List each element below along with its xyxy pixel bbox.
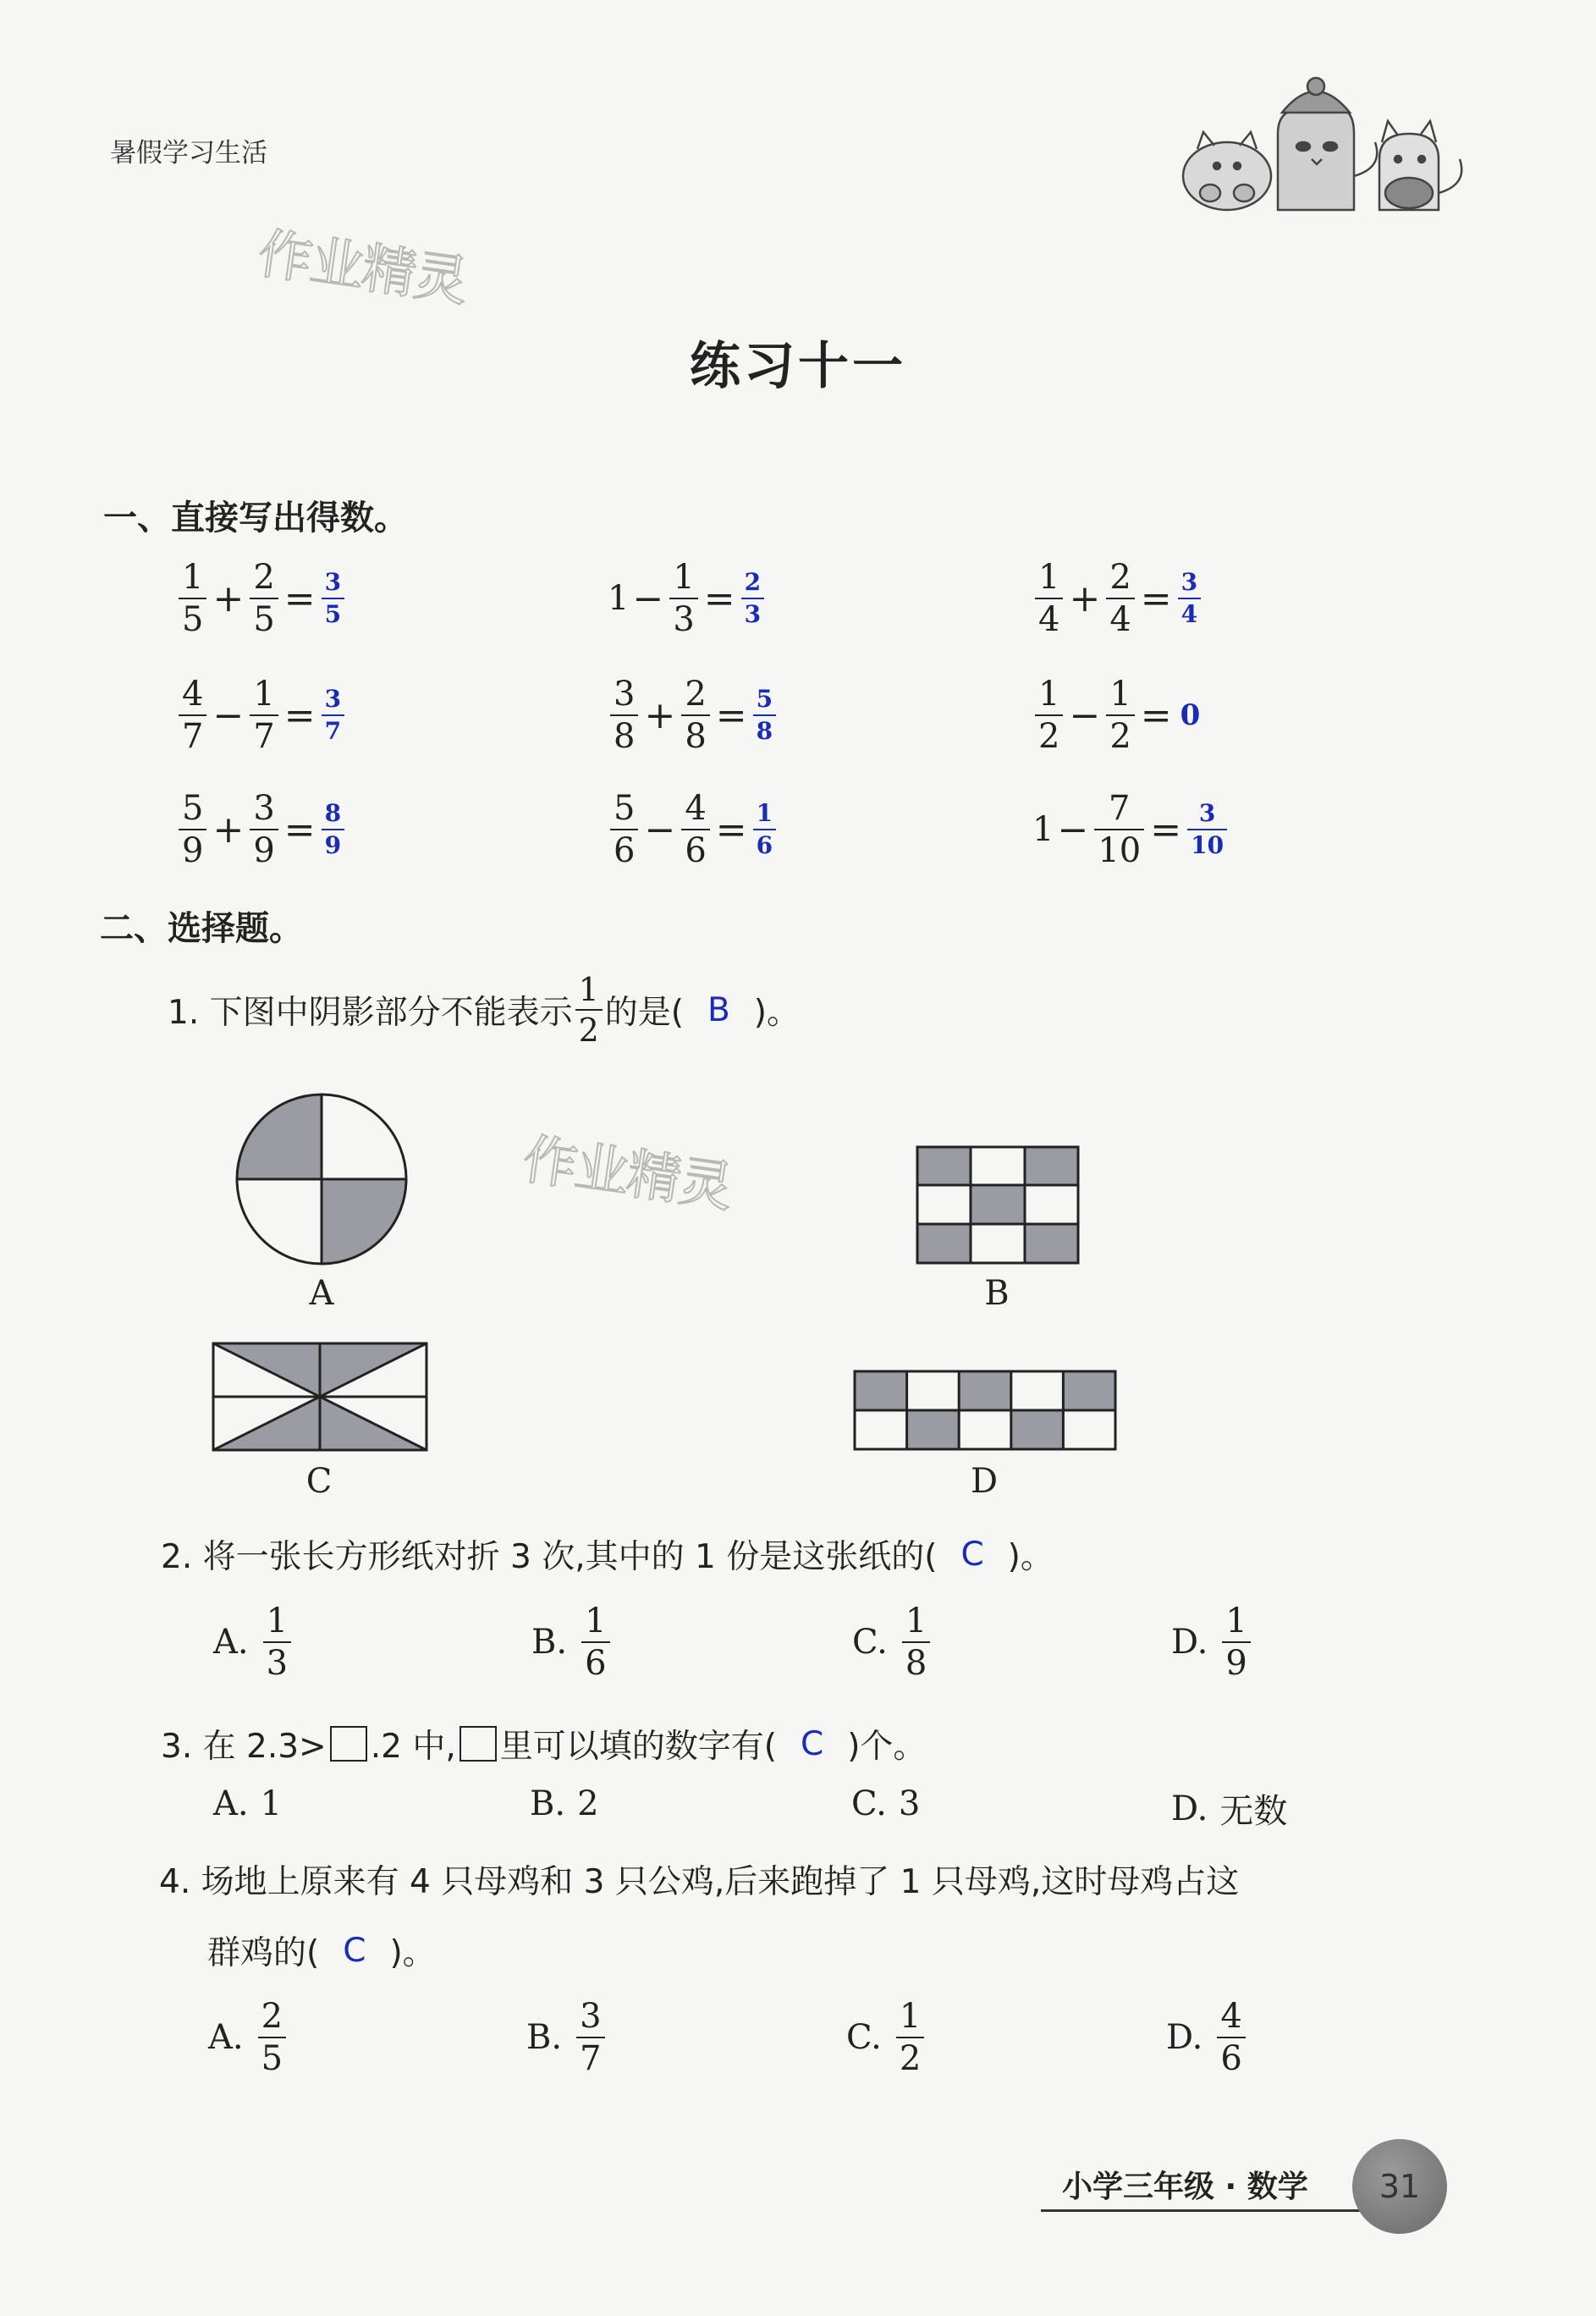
denominator: 7 <box>179 714 206 753</box>
figure-d-grid <box>853 1370 1117 1451</box>
answer <box>753 687 776 743</box>
q1-frac-numerator: 1 <box>578 971 599 1008</box>
answer-denominator: 10 <box>1187 829 1227 857</box>
answer-numerator: 5 <box>756 685 773 713</box>
q3-text-d: )个。 <box>847 1728 927 1766</box>
fraction <box>250 675 278 756</box>
answer-numerator: 3 <box>324 685 342 713</box>
fraction <box>681 675 709 756</box>
operator: − <box>1069 693 1101 737</box>
option-label: A. <box>208 2018 244 2057</box>
option-label: C. <box>852 1623 888 1662</box>
option-a <box>213 1784 282 1823</box>
figure-a-label: A <box>309 1274 334 1313</box>
numerator: 1 <box>673 558 695 597</box>
answer-numerator: 8 <box>324 799 342 827</box>
operator: = <box>1140 693 1172 737</box>
denominator: 6 <box>1217 2037 1245 2076</box>
numerator: 4 <box>182 675 204 714</box>
answer-numerator: 3 <box>1198 799 1216 827</box>
answer <box>741 568 764 628</box>
header-title: 暑假学习生活 <box>110 138 267 168</box>
footer-underline <box>1041 2209 1379 2212</box>
denominator: 2 <box>896 2037 924 2076</box>
option-d <box>1166 1999 1248 2076</box>
numerator: 3 <box>580 1997 602 2036</box>
denominator: 6 <box>681 829 709 868</box>
numerator: 2 <box>261 1997 283 2036</box>
option-label: D. <box>1171 1789 1208 1828</box>
operator: + <box>212 808 245 852</box>
q3-answer: C <box>800 1724 824 1763</box>
operator: = <box>715 693 747 737</box>
option-b <box>526 1999 608 2076</box>
fraction <box>179 560 206 637</box>
answer-numerator: 3 <box>1180 568 1198 596</box>
question-1 <box>168 971 800 1049</box>
blank-box <box>330 1726 367 1762</box>
option-d <box>1171 1602 1253 1683</box>
answer <box>1178 568 1201 628</box>
q1-frac-denominator: 2 <box>575 1009 603 1046</box>
operator: − <box>644 808 676 852</box>
option-d <box>1171 1784 1287 1833</box>
figure-b-grid <box>916 1145 1080 1265</box>
denominator: 4 <box>1106 598 1134 637</box>
figure-b-label: B <box>984 1274 1010 1313</box>
option-label: D. <box>1166 2018 1203 2057</box>
denominator: 7 <box>250 714 278 753</box>
numerator: 2 <box>253 558 275 597</box>
operator: = <box>283 576 316 620</box>
denominator: 6 <box>610 829 638 868</box>
numerator: 1 <box>1038 558 1060 597</box>
fraction <box>1094 791 1144 868</box>
option-label: C. <box>846 2018 882 2057</box>
q3-text-a: 3. 在 2.3> <box>161 1728 327 1766</box>
figure-c-rectangle <box>212 1342 428 1452</box>
fraction <box>1106 675 1134 756</box>
option-a <box>213 1602 294 1683</box>
numerator: 3 <box>614 675 636 714</box>
numerator: 2 <box>685 675 707 714</box>
numerator: 4 <box>1220 1997 1242 2036</box>
q1-fraction <box>575 971 603 1049</box>
numerator: 4 <box>685 789 707 828</box>
numerator: 7 <box>1109 789 1131 828</box>
numerator: 5 <box>182 789 204 828</box>
numerator: 2 <box>1109 558 1131 597</box>
integer: 1 <box>608 579 630 618</box>
option-value: 无数 <box>1219 1792 1288 1831</box>
figure-a-circle <box>233 1090 410 1268</box>
numerator: 1 <box>253 675 275 714</box>
operator: = <box>283 693 316 737</box>
option-fraction <box>902 1602 930 1683</box>
fraction <box>610 675 638 756</box>
fraction <box>1106 560 1134 637</box>
answer <box>322 687 344 743</box>
arithmetic-item <box>608 560 767 637</box>
numerator: 1 <box>1109 675 1131 714</box>
fraction <box>250 791 278 868</box>
answer <box>322 568 344 628</box>
fraction <box>610 791 638 868</box>
answer-denominator: 5 <box>322 598 344 626</box>
option-value: 3 <box>898 1784 921 1823</box>
answer-numerator: 3 <box>324 568 342 596</box>
operator: = <box>1140 576 1172 620</box>
answer-denominator: 7 <box>322 714 344 743</box>
option-value: 1 <box>260 1784 283 1823</box>
arithmetic-item <box>1032 791 1230 868</box>
q2-text-b: )。 <box>1007 1538 1054 1576</box>
numerator: 1 <box>905 1602 927 1640</box>
option-label: C. <box>851 1784 887 1823</box>
answer-denominator: 8 <box>753 714 776 743</box>
q4-text-b: )。 <box>389 1934 436 1972</box>
q2-text-a: 2. 将一张长方形纸对折 3 次,其中的 1 份是这张纸的( <box>161 1538 938 1576</box>
option-fraction <box>896 1999 924 2076</box>
option-label: B. <box>530 1784 566 1823</box>
option-label: A. <box>213 1784 249 1823</box>
denominator: 5 <box>258 2037 286 2076</box>
watermark-text: 作业精灵 <box>254 223 471 314</box>
operator: + <box>1069 576 1101 620</box>
answer <box>322 799 344 859</box>
option-label: B. <box>526 2018 563 2057</box>
answer-denominator: 3 <box>741 598 764 626</box>
denominator: 5 <box>179 598 206 637</box>
operator: − <box>632 576 664 620</box>
blank-box-2 <box>460 1726 497 1762</box>
arithmetic-item <box>1032 675 1201 756</box>
option-fraction <box>1217 1999 1245 2076</box>
denominator: 8 <box>681 714 709 753</box>
q1-answer: B <box>707 990 730 1029</box>
operator: = <box>1150 808 1182 852</box>
fraction <box>179 675 206 756</box>
arithmetic-item <box>608 791 779 868</box>
fraction <box>669 560 697 637</box>
option-b <box>531 1602 613 1683</box>
watermark-text-2: 作业精灵 <box>519 1128 736 1220</box>
operator: + <box>212 576 245 620</box>
operator: = <box>715 808 747 852</box>
operator: + <box>644 693 676 737</box>
answer-denominator: 6 <box>753 829 776 857</box>
denominator: 7 <box>576 2037 604 2076</box>
q4-text-a: 群鸡的( <box>207 1934 320 1972</box>
denominator: 9 <box>179 829 206 868</box>
operator: − <box>1057 808 1089 852</box>
denominator: 8 <box>902 1641 930 1680</box>
fraction <box>250 560 278 637</box>
answer-denominator: 4 <box>1178 598 1201 626</box>
footer-grade-subject: 小学三年级 · 数学 <box>1062 2170 1308 2204</box>
numerator: 5 <box>614 789 636 828</box>
option-label: D. <box>1171 1623 1208 1662</box>
answer: 0 <box>1180 698 1201 732</box>
arithmetic-item <box>1032 560 1203 637</box>
arithmetic-item <box>176 791 347 868</box>
option-label: B. <box>531 1623 568 1662</box>
cats-illustration <box>1176 74 1481 218</box>
denominator: 4 <box>1035 598 1063 637</box>
denominator: 5 <box>250 598 278 637</box>
operator: = <box>703 576 735 620</box>
numerator: 3 <box>253 789 275 828</box>
answer <box>753 799 776 859</box>
option-b <box>530 1784 599 1823</box>
option-fraction <box>263 1602 291 1683</box>
numerator: 1 <box>899 1997 922 2036</box>
numerator: 1 <box>182 558 204 597</box>
option-value: 2 <box>577 1784 599 1823</box>
q4-answer: C <box>343 1931 366 1970</box>
option-label: A. <box>213 1623 249 1662</box>
denominator: 3 <box>669 598 697 637</box>
arithmetic-item <box>176 675 347 756</box>
numerator: 1 <box>1225 1602 1247 1640</box>
option-c <box>851 1784 920 1823</box>
operator: = <box>283 808 316 852</box>
section2-heading: 二、选择题。 <box>100 909 303 948</box>
answer-numerator: 2 <box>744 568 762 596</box>
denominator: 6 <box>581 1641 609 1680</box>
denominator: 8 <box>610 714 638 753</box>
numerator: 1 <box>1038 675 1060 714</box>
fraction <box>681 791 709 868</box>
option-fraction <box>581 1602 609 1683</box>
q1-prefix: 1. 下图中阴影部分不能表示 <box>168 994 573 1032</box>
denominator: 3 <box>263 1641 291 1680</box>
q1-suffix-a: 的是( <box>604 994 685 1032</box>
q1-suffix-b: )。 <box>753 994 800 1032</box>
page-title: 练习十一 <box>690 337 906 396</box>
answer-numerator: 1 <box>756 799 773 827</box>
page-number: 31 <box>1352 2139 1447 2234</box>
denominator: 10 <box>1094 829 1144 868</box>
fraction <box>179 791 206 868</box>
numerator: 1 <box>266 1602 289 1640</box>
fraction <box>1035 560 1063 637</box>
denominator: 9 <box>250 829 278 868</box>
fraction <box>1035 675 1063 756</box>
option-c <box>852 1602 933 1683</box>
answer-denominator: 9 <box>322 829 344 857</box>
figure-c-label: C <box>305 1462 333 1501</box>
q3-text-c: 里可以填的数字有( <box>499 1728 777 1766</box>
arithmetic-item <box>176 560 347 637</box>
option-fraction <box>576 1999 604 2076</box>
question-4-line-1: 4. 场地上原来有 4 只母鸡和 3 只公鸡,后来跑掉了 1 只母鸡,这时母鸡占这 <box>159 1863 1240 1901</box>
operator: − <box>212 693 245 737</box>
integer: 1 <box>1032 810 1054 849</box>
question-4-line-2 <box>207 1927 436 1974</box>
denominator: 2 <box>1106 714 1134 753</box>
q2-answer: C <box>960 1535 984 1574</box>
q3-text-b: .2 中, <box>370 1728 456 1766</box>
denominator: 2 <box>1035 714 1063 753</box>
option-c <box>846 1999 927 2076</box>
figure-d-label: D <box>970 1462 999 1501</box>
question-2 <box>161 1530 1054 1578</box>
denominator: 9 <box>1222 1641 1250 1680</box>
option-a <box>208 1999 289 2076</box>
section1-heading: 一、直接写出得数。 <box>103 499 408 538</box>
answer <box>1187 799 1227 859</box>
arithmetic-item <box>608 675 779 756</box>
option-fraction <box>258 1999 286 2076</box>
option-fraction <box>1222 1602 1250 1683</box>
numerator: 1 <box>585 1602 607 1640</box>
question-3 <box>161 1720 926 1767</box>
